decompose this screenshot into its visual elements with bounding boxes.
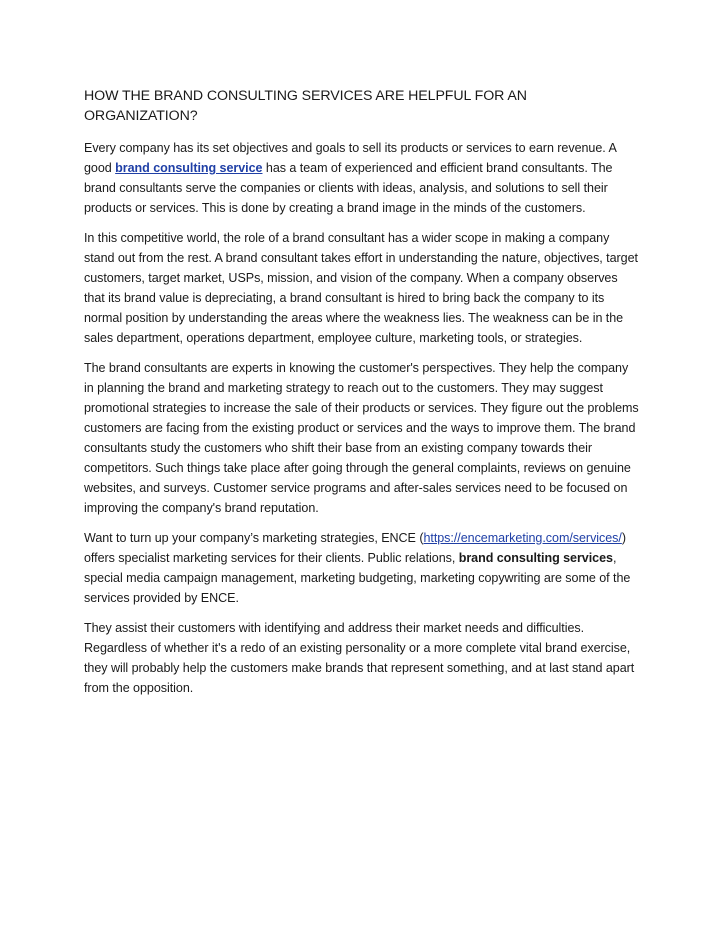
paragraph-2: In this competitive world, the role of a brand consultant has a wider scope in making a company stand out from the rest. A brand consultant takes effort in understanding the nature, objectives, target customers, target market, USPs, mission, and vision of the company. When a company observes that its brand value is depreciating, a brand consultant is hired to bring back the company to its normal position by understanding the areas where the weakness lies. The weakness can be in the sales department, operations department, employee culture, marketing tools, or strategies. bbox=[84, 231, 638, 345]
paragraph-1 bbox=[84, 138, 640, 218]
paragraph-4-text-middle: ) offers specialist marketing services for their clients. Public relations, bbox=[84, 531, 626, 565]
brand-consulting-services-bold: brand consulting services bbox=[458, 551, 613, 565]
document-body bbox=[84, 86, 640, 708]
paragraph-5: They assist their customers with identifying and address their market needs and difficulties. Regardless of whether it's a redo of an existing personality or a more complete vital brand exercise, they will probably help the customers make brands that represent something, and at last stand apart from the opposition. bbox=[84, 621, 635, 695]
brand-consulting-service-link[interactable]: brand consulting service bbox=[115, 161, 263, 175]
paragraph-4-text-after: , special media campaign management, marketing budgeting, marketing copywriting are some of the services provided by ENCE. bbox=[84, 551, 631, 605]
paragraph-1-text-before: Every company has its set objectives and goals to sell its products or services to earn revenue. A good bbox=[84, 141, 617, 175]
paragraph-4 bbox=[84, 528, 640, 608]
paragraph-4-text-before: Want to turn up your company’s marketing strategies, ENCE ( bbox=[84, 531, 424, 545]
paragraph-3: The brand consultants are experts in knowing the customer's perspectives. They help the company in planning the brand and marketing strategy to reach out to the customers. They may suggest promotional strategies to increase the sale of their products or services. They figure out the problems customers are facing from the existing product or services and the ways to improve them. The brand consultants study the customers who shift their base from an existing company towards their competitors. Such things take place after going through the general complaints, reviews on genuine websites, and surveys. Customer service programs and after-sales services need to be focused on improving the company's brand reputation. bbox=[84, 361, 639, 515]
paragraph-1-text-after: has a team of experienced and efficient brand consultants. The brand consultants serve the companies or clients with ideas, analysis, and solutions to sell their products or services. This is done by creating a brand image in the minds of the customers. bbox=[84, 161, 613, 215]
page-title: HOW THE BRAND CONSULTING SERVICES ARE HELPFUL FOR AN ORGANIZATION? bbox=[84, 88, 527, 124]
ence-services-url-link[interactable]: https://encemarketing.com/services/ bbox=[423, 531, 622, 545]
